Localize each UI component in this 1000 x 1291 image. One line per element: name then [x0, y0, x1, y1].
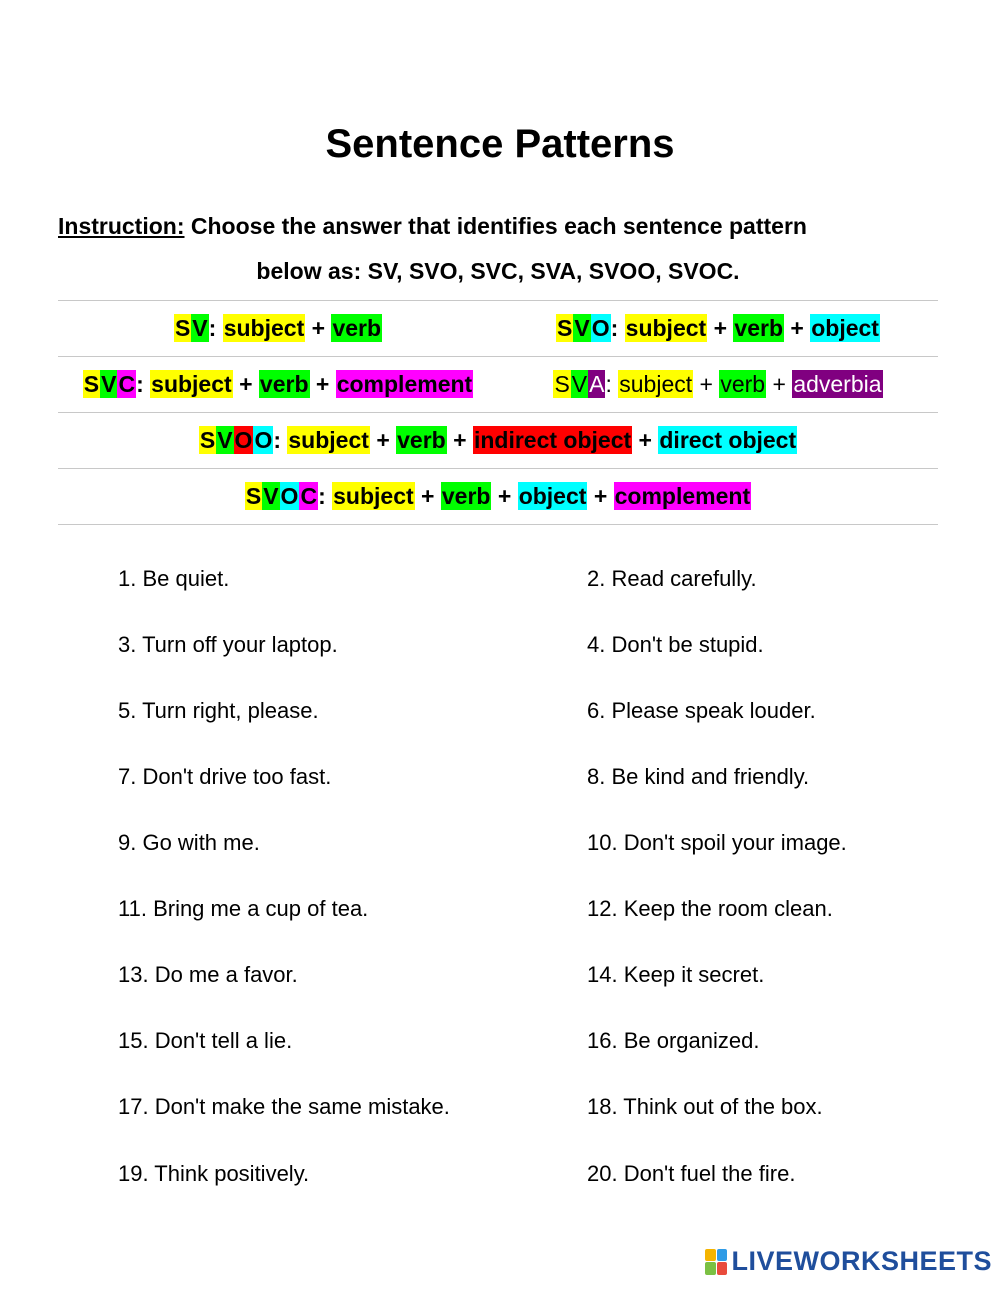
svo-colon: :: [610, 315, 619, 341]
svo-plus-1: +: [713, 315, 728, 341]
pattern-svoo: [58, 427, 938, 454]
list-item: 1. Be quiet.: [118, 566, 230, 591]
list-item: 5. Turn right, please.: [118, 698, 319, 723]
sv-subject: subject: [223, 315, 305, 341]
svc-s: S: [83, 371, 100, 397]
svc-plus-2: +: [315, 371, 330, 397]
sva-subject: subject: [619, 371, 693, 397]
list-item: 17. Don't make the same mistake.: [118, 1094, 450, 1119]
svoc-o: O: [280, 483, 299, 509]
svoc-verb: verb: [441, 483, 491, 509]
svoo-plus-2: +: [453, 427, 467, 453]
sva-s: S: [554, 371, 570, 397]
svoo-o1: O: [234, 427, 253, 453]
page-title: Sentence Patterns: [325, 122, 675, 166]
pattern-svc: [58, 371, 498, 398]
svo-v: V: [574, 315, 590, 341]
list-item: 12. Keep the room clean.: [587, 896, 833, 921]
svoc-s: S: [245, 483, 262, 509]
list-item: 10. Don't spoil your image.: [587, 830, 847, 855]
pattern-row-3: [58, 413, 938, 469]
svoo-plus-1: +: [376, 427, 390, 453]
sva-v: V: [571, 371, 588, 397]
svo-subject: subject: [625, 315, 707, 341]
svoc-colon: :: [318, 483, 326, 509]
sva-a: A: [589, 371, 605, 397]
svoo-indirect-object: indirect object: [473, 427, 632, 453]
svoo-direct-object: direct object: [659, 427, 797, 453]
sv-plus: +: [311, 315, 326, 341]
svc-complement: complement: [336, 371, 473, 397]
list-item: 3. Turn off your laptop.: [118, 632, 338, 657]
svoo-colon: :: [273, 427, 281, 453]
svoc-c: C: [300, 483, 318, 509]
sv-verb: verb: [332, 315, 382, 341]
list-item: 9. Go with me.: [118, 830, 260, 855]
svo-object: object: [811, 315, 879, 341]
liveworksheets-logo[interactable]: [705, 1246, 992, 1277]
list-item: 6. Please speak louder.: [587, 698, 816, 723]
svoc-plus-1: +: [421, 483, 435, 509]
list-item: 20. Don't fuel the fire.: [587, 1161, 796, 1186]
list-item: 16. Be organized.: [587, 1028, 760, 1053]
list-item: 18. Think out of the box.: [587, 1094, 823, 1119]
svoc-plus-2: +: [497, 483, 512, 509]
svoo-subject: subject: [288, 427, 369, 453]
sva-verb: verb: [720, 371, 766, 397]
svoo-s: S: [199, 427, 216, 453]
list-item: 2. Read carefully.: [587, 566, 757, 591]
sva-plus-2: +: [772, 371, 786, 397]
svo-plus-2: +: [790, 315, 804, 341]
list-item: 13. Do me a favor.: [118, 962, 298, 987]
svoc-plus-3: +: [593, 483, 608, 509]
svc-plus-1: +: [239, 371, 253, 397]
liveworksheets-logo-icon: [705, 1249, 727, 1275]
pattern-svoc: [58, 483, 938, 510]
instruction-label: Instruction:: [58, 213, 185, 239]
sv-v: V: [192, 315, 208, 341]
sva-plus-1: +: [699, 371, 713, 397]
pattern-table: [58, 300, 938, 525]
pattern-sva: [498, 371, 938, 398]
pattern-row-4: [58, 469, 938, 525]
list-item: 4. Don't be stupid.: [587, 632, 764, 657]
sva-colon: :: [605, 371, 612, 397]
svc-subject: subject: [151, 371, 232, 397]
pattern-svo: [498, 315, 938, 342]
svoo-verb: verb: [397, 427, 446, 453]
sv-s: S: [174, 315, 191, 341]
svoo-plus-3: +: [638, 427, 652, 453]
svo-o: O: [591, 315, 610, 341]
svc-colon: :: [136, 371, 144, 397]
instruction: [58, 204, 938, 294]
pattern-sv: [58, 315, 498, 342]
list-item: 19. Think positively.: [118, 1161, 310, 1186]
svc-c: C: [118, 371, 136, 397]
svo-verb: verb: [734, 315, 784, 341]
list-item: 8. Be kind and friendly.: [587, 764, 810, 789]
list-item: 7. Don't drive too fast.: [118, 764, 332, 789]
pattern-row-2: [58, 357, 938, 413]
logo-text: LIVEWORKSHEETS: [731, 1246, 992, 1276]
svoc-complement: complement: [614, 483, 751, 509]
svoc-v: V: [263, 483, 279, 509]
pattern-row-1: [58, 301, 938, 357]
sv-colon: :: [208, 315, 217, 341]
instruction-text-1: Choose the answer that identifies each sentence pattern: [190, 213, 807, 239]
list-item: 15. Don't tell a lie.: [118, 1028, 293, 1053]
svc-v: V: [101, 371, 117, 397]
svc-verb: verb: [259, 371, 309, 397]
svoo-v: V: [217, 427, 233, 453]
instruction-text-2: below as: SV, SVO, SVC, SVA, SVOO, SVOC.: [256, 258, 740, 284]
svoc-subject: subject: [333, 483, 414, 509]
svoo-o2: O: [254, 427, 273, 453]
svo-s: S: [557, 315, 573, 341]
svoc-object: object: [518, 483, 587, 509]
list-item: 14. Keep it secret.: [587, 962, 765, 987]
list-item: 11. Bring me a cup of tea.: [118, 896, 369, 921]
sva-adverbial: adverbia: [793, 371, 882, 397]
